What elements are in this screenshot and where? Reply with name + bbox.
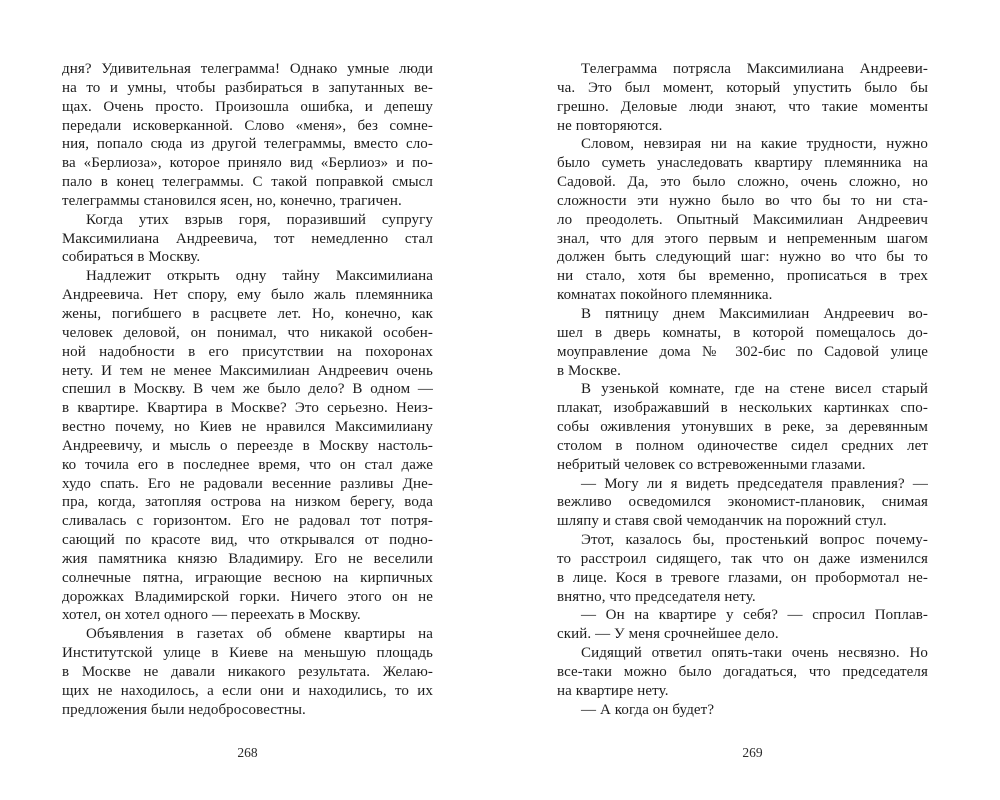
text-line: в лице. Кося в тревоге глазами, он пробормотал не-: [557, 569, 928, 586]
text-line: Телеграмма потрясла Максимилиана Андрееви-: [581, 61, 928, 77]
text-line: собы оживления утонувших в реке, за деревянным: [557, 419, 928, 436]
text-line: ной надобности в его присутствии на похоронах: [62, 343, 433, 360]
text-line: внятно, что председателя нету.: [557, 588, 756, 605]
text-line: было суметь унаследовать квартиру племянника на: [557, 155, 928, 172]
text-line: столом в полном одиночестве сидел средних лет: [557, 437, 928, 454]
text-line: Сидящий ответил опять-таки очень несвязно. Но: [581, 645, 928, 662]
text-line: человек деловой, он понимал, что никакой особен-: [62, 324, 433, 341]
text-line: щих не находилось, а если они и находились, то их: [62, 682, 433, 699]
text-line: то расстроил сидящего, так что он даже изменился: [557, 550, 928, 567]
text-line: небритый человек со встревоженными глазами.: [557, 456, 866, 473]
text-line: ни стало, хотя бы временно, прописаться в трех: [557, 268, 928, 285]
text-line: комнатах покойного племянника.: [557, 287, 773, 304]
text-line: щах. Очень просто. Произошла ошибка, и депешу: [62, 98, 433, 115]
text-line: — Он на квартире у себя? — спросил Поплав-: [581, 607, 928, 624]
book-page-right: [557, 60, 928, 720]
text-line: шел в дверь комнаты, в которой помещалось до-: [557, 324, 928, 341]
text-line: передали исковерканной. Слово «меня», без сомне-: [62, 117, 433, 134]
text-line: худо спать. Его не радовали весенние разливы Дне-: [62, 475, 433, 492]
page-number-left: 268: [237, 745, 258, 760]
text-line: нету. И тем не менее Максимилиан Андреевич очень: [62, 362, 433, 379]
text-line: ва «Берлиоза», которое приняло вид «Берлиоз» и по-: [62, 155, 433, 172]
text-line: спешил в Москву. В чем же было дело? В одном —: [62, 381, 433, 398]
book-page-left: [62, 60, 433, 720]
text-line: должен быть следующий шаг: нужно во что бы то: [557, 249, 928, 266]
text-line: хотел, он хотел одного — переехать в Москву.: [62, 607, 361, 624]
text-line: ский. — У меня срочнейшее дело.: [557, 626, 779, 643]
text-line: сложности эти нужно было во что бы то ни ста-: [557, 192, 928, 209]
text-line: Садовой. Да, это было сложно, очень сложно, но: [557, 174, 928, 191]
text-line: Институтской улице в Киеве на меньшую площадь: [62, 645, 433, 662]
text-line: Максимилиана Андреевича, тот немедленно стал: [62, 230, 433, 247]
text-line: Этот, казалось бы, простенький вопрос почему-: [581, 532, 928, 549]
text-line: предложения были недобросовестны.: [62, 701, 306, 718]
text-line: сающий по красоте вид, что открывался от подно-: [62, 532, 433, 549]
text-line: на квартире нету.: [557, 682, 669, 699]
text-line: знал, что для этого первым и непременным шагом: [557, 230, 928, 247]
text-line: в Москве не давали никакого результата. Желаю-: [62, 664, 433, 680]
text-line: жены, погибшего в расцвете лет. Но, конечно, как: [62, 305, 433, 322]
text-line: Когда утих взрыв горя, поразивший супругу: [86, 211, 433, 228]
text-line: собираться в Москву.: [62, 249, 201, 266]
text-line: солнечные пятна, играющие весною на кирпичных: [62, 569, 433, 586]
text-line: пало в конец телеграммы. С такой поправкой смысл: [62, 174, 433, 191]
text-line: телеграммы становился ясен, но, конечно, трагичен.: [62, 192, 402, 209]
text-line: Надлежит открыть одну тайну Максимилиана: [86, 268, 433, 285]
text-line: пра, когда, затопляя острова на низком берегу, вода: [62, 494, 433, 511]
text-line: — Могу ли я видеть председателя правления? —: [581, 475, 928, 492]
text-line: ло преодолеть. Опытный Максимилиан Андреевич: [557, 211, 928, 228]
text-line: В узенькой комнате, где на стене висел старый: [581, 381, 928, 398]
text-line: на то и умны, чтобы разбираться в запутанных ве-: [62, 79, 433, 96]
text-line: моуправление дома № 302-бис по Садовой улице: [557, 343, 928, 360]
text-line: вежливо осведомился экономист-плановик, снимая: [557, 494, 928, 511]
page-number-right: 269: [742, 745, 763, 760]
text-line: ния, попало сюда из другой телеграммы, вместо сло-: [62, 136, 433, 153]
text-line: Андреевичу, и мысль о переезде в Москву настоль-: [62, 437, 433, 454]
text-line: — А когда он будет?: [581, 701, 715, 718]
text-line: шляпу и ставя свой чемоданчик на порожний стул.: [557, 513, 887, 530]
text-line: Объявления в газетах об обмене квартиры на: [86, 626, 433, 643]
text-line: все-таки можно было догадаться, что председателя: [557, 664, 928, 680]
text-line: дня? Удивительная телеграмма! Однако умные люди: [62, 61, 433, 77]
text-line: вестно почему, но Киев не нравился Максимилиану: [62, 419, 433, 436]
text-line: ко точила его в последнее время, что он стал даже: [62, 456, 433, 473]
text-line: жия памятника князю Владимиру. Его не веселили: [62, 550, 433, 567]
text-line: сливалась с горизонтом. Его не радовал тот потря-: [62, 513, 433, 530]
text-line: В пятницу днем Максимилиан Андреевич во-: [581, 305, 928, 322]
text-line: не повторяются.: [557, 117, 663, 134]
text-line: Словом, невзирая ни на какие трудности, нужно: [581, 136, 928, 153]
text-line: в Москве.: [557, 362, 621, 379]
text-line: дорожках Владимирской горки. Ничего этого он не: [62, 588, 433, 605]
text-line: в квартире. Квартира в Москве? Это серьезно. Неиз-: [62, 400, 433, 417]
text-line: плакат, изображавший в нескольких картинках спо-: [557, 400, 928, 417]
text-line: ча. Это был момент, который упустить было бы: [557, 79, 928, 96]
text-line: Андреевича. Нет спору, ему было жаль племянника: [62, 287, 433, 304]
text-line: грешно. Деловые люди знают, что такие моменты: [557, 98, 928, 115]
